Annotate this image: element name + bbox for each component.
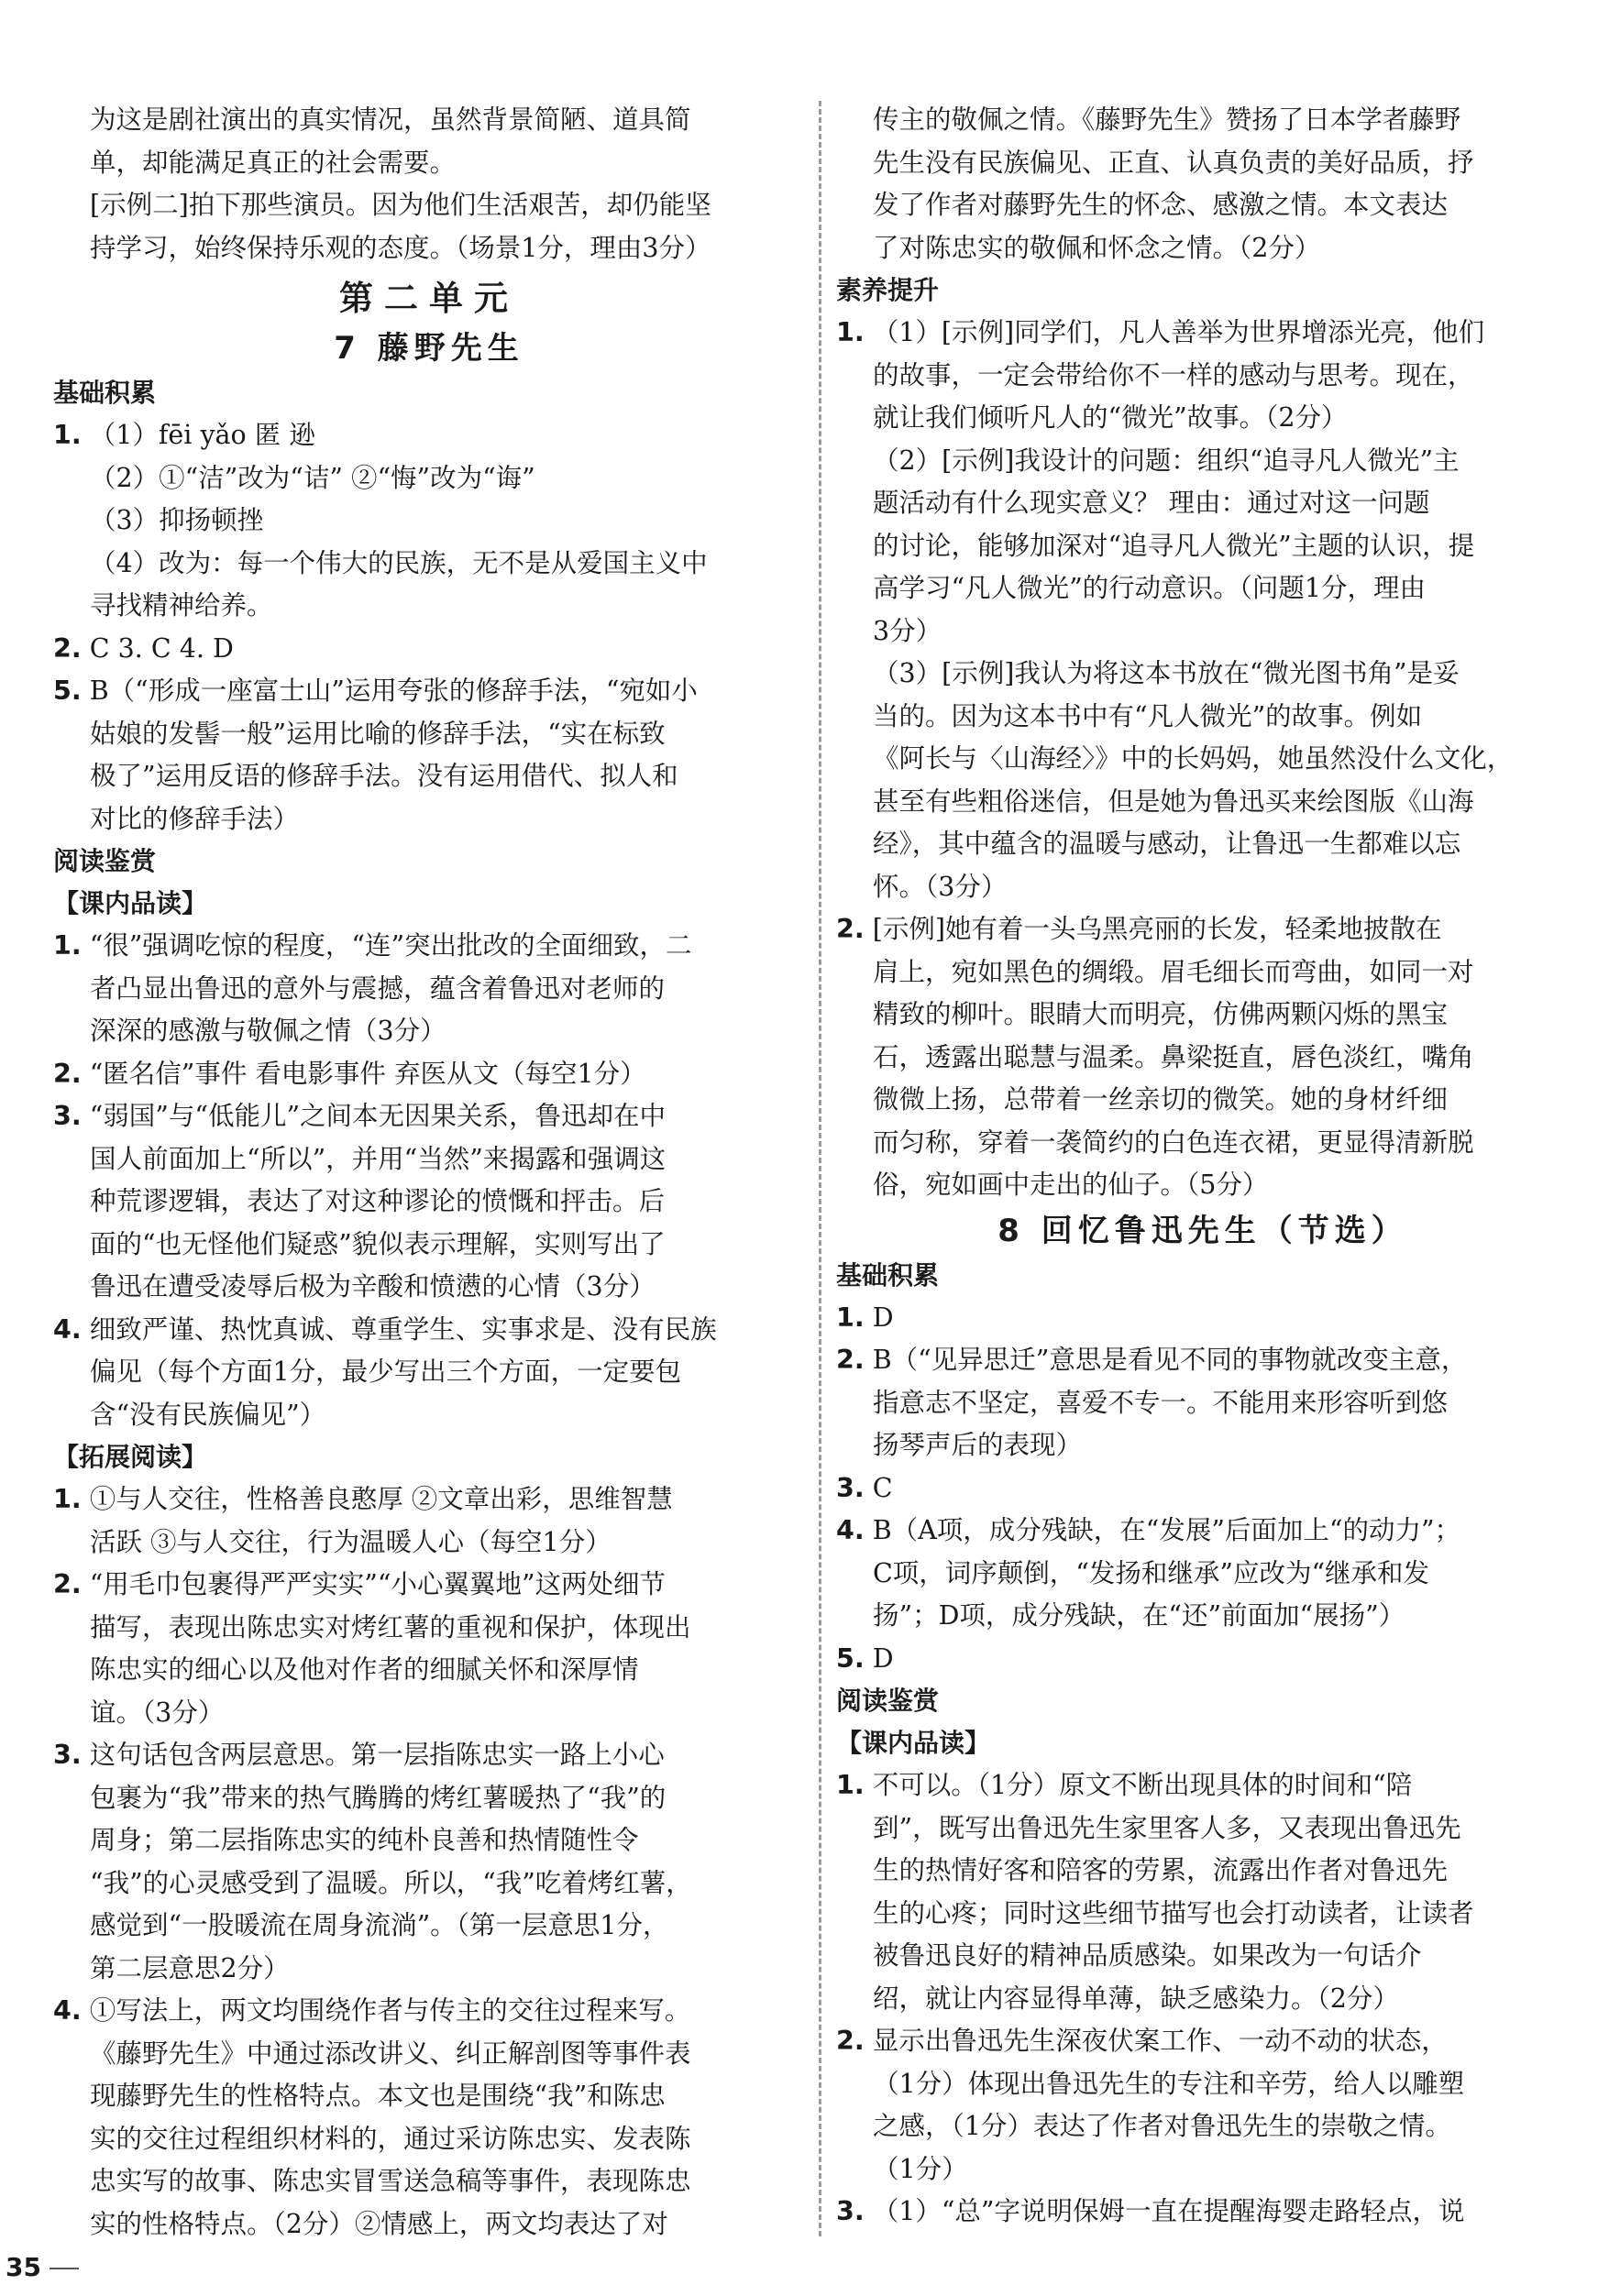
item-text: B（“见异思迁”意思是看见不同的事物就改变主意， [872,1345,1468,1375]
answer-continuation [53,1692,805,1735]
item-text: 含“没有民族偏见”） [90,1399,326,1430]
item-text: “弱国”与“低能儿”之间本无因果关系，鲁迅却在中 [89,1101,667,1131]
item-text: 现藤野先生的性格特点。本文也是围绕“我”和陈忠 [90,2081,666,2111]
item-number: 3. [53,1101,82,1131]
text-line: 持学习，始终保持乐观的态度。（场景1分，理由3分） [90,232,711,263]
answer-continuation [836,355,1570,398]
answer-item [836,312,1570,355]
unit-title: 第二单元 [339,279,519,318]
item-text: 3分） [873,615,942,646]
item-text: （4）改为：每一个伟大的民族，无不是从爱国主义中 [90,547,708,578]
subsection-heading: 【拓展阅读】 [53,1442,208,1472]
item-text: 显示出鲁迅先生深夜伏案工作、一动不动的状态， [872,2026,1448,2056]
answer-continuation [53,1351,805,1394]
answer-continuation [836,482,1570,525]
answer-continuation [53,1138,805,1181]
item-text: B（A项，成分残缺，在“发展”后面加上“的动力”； [872,1515,1461,1545]
item-text: （1）fēi yǎo 匿 逊 [89,420,315,450]
item-number: 1. [836,317,865,347]
item-text: 的故事，一定会带给你不一样的感动与思考。现在， [873,359,1474,390]
item-text: （3）抑扬顿挫 [90,505,264,535]
answer-continuation [836,696,1570,739]
item-number: 1. [836,1770,865,1800]
answer-continuation [836,1553,1570,1596]
item-text: 生的心疼；同时这些细节描写也会打动读者，让读者 [873,1897,1474,1928]
answer-item [836,1467,1570,1511]
answer-continuation [836,994,1570,1037]
answer-continuation [53,1266,805,1309]
answer-continuation [53,2118,805,2161]
text-line: 了对陈忠实的敬佩和怀念之情。（2分） [873,232,1321,263]
answer-continuation [836,1893,1570,1936]
item-text: 实的交往过程组织材料的，通过采访陈忠实、发表陈 [90,2123,691,2154]
item-text: 生的热情好客和陪客的劳累，流露出作者对鲁迅先 [873,1855,1449,1885]
item-number: 1. [53,1484,82,1514]
answer-continuation [53,2203,805,2247]
answer-list [836,1764,1570,2234]
item-number: 1. [53,930,82,961]
item-text: 周身；第二层指陈忠实的纯朴良善和热情随性令 [90,1825,639,1855]
item-text: 国人前面加上“所以”，并用“当然”来揭露和强调这 [90,1143,667,1174]
answer-continuation [53,1010,805,1053]
text-line: 先生没有民族偏见、正直、认真负责的美好品质，抒 [873,147,1474,178]
answer-continuation [53,2033,805,2076]
item-text: “我”的心灵感受到了温暖。所以，“我”吃着烤红薯， [90,1867,692,1898]
item-text: 的讨论，能够加深对“追寻凡人微光”主题的认识，提 [873,530,1475,561]
item-number: 2. [53,1058,82,1089]
text-line: [示例二]拍下那些演员。因为他们生活艰苦，却仍能坚 [90,190,711,220]
item-text: 实的性格特点。（2分）②情感上，两文均表达了对 [90,2208,668,2239]
section-heading: 阅读鉴赏 [836,1686,940,1716]
answer-item [53,670,805,713]
item-text: （1分） [873,2153,968,2184]
item-text: 极了”运用反语的修辞手法。没有运用借代、拟人和 [90,761,678,791]
item-number: 2. [836,1345,865,1375]
answer-continuation [53,585,805,628]
item-text: 者凸显出鲁迅的意外与震撼，蕴含着鲁迅对老师的 [90,972,666,1004]
item-text: 微微上扬，总带着一丝亲切的微笑。她的身材纤细 [873,1084,1449,1115]
item-text: （1）[示例]同学们，凡人善举为世界增添光亮，他们 [872,317,1485,347]
answer-continuation [836,1935,1570,1978]
item-number: 5. [53,676,82,706]
answer-continuation [836,525,1570,568]
item-text: B（“形成一座富士山”运用夸张的修辞手法，“宛如小 [89,676,698,706]
answer-continuation [836,2148,1570,2192]
item-text: 细致严谨、热忱真诚、尊重学生、实事求是、没有民族 [89,1313,717,1345]
answer-continuation [836,397,1570,440]
item-text: 甚至有些粗俗迷信，但是她为鲁迅买来绘图版《山海 [873,785,1474,817]
answer-continuation [836,2063,1570,2106]
item-text: 《藤野先生》中通过添改讲义、纠正解剖图等事件表 [90,2038,691,2069]
page-number: 35 [6,2252,41,2282]
item-text: （1）“总”字说明保姆一直在提醒海婴走路轻点，说 [872,2196,1465,2226]
item-text: 被鲁迅良好的精神品质感染。如果改为一句话介 [873,1940,1422,1971]
item-text: 题活动有什么现实意义？ 理由：通过对这一问题 [873,488,1430,518]
item-text: 之感，（1分）表达了作者对鲁迅先生的崇敬之情。 [873,2111,1451,2141]
item-number: 2. [836,914,865,944]
item-text: 姑娘的发髻一般”运用比喻的修辞手法，“实在标致 [90,718,666,749]
item-text: 不可以。（1分）原文不断出现具体的时间和“陪 [872,1770,1413,1800]
item-text: 肩上，宛如黑色的绸缎。眉毛细长而弯曲，如同一对 [873,956,1474,987]
answer-list [53,414,805,840]
item-text: 忠实写的故事、陈忠实冒雪送急稿等事件，表现陈忠 [90,2166,691,2196]
answer-list [53,1478,805,2246]
answer-continuation [836,1978,1570,2021]
text-line: 为这是剧社演出的真实情况，虽然背景简陋、道具简 [90,104,691,135]
text-line: 发了作者对藤野先生的怀念、感激之情。本文表达 [873,190,1449,220]
item-text: 俗，宛如画中走出的仙子。（5分） [873,1170,1269,1200]
answer-continuation [53,500,805,543]
item-text: [示例]她有着一头乌黑亮丽的长发，轻柔地披散在 [872,914,1442,944]
answer-continuation [53,968,805,1011]
section-heading: 基础积累 [53,378,157,408]
answer-continuation [53,1522,805,1565]
answer-continuation [53,798,805,841]
item-number: 1. [53,420,82,450]
answer-continuation [53,1224,805,1267]
answer-continuation [836,1382,1570,1425]
item-text: 绍，就让内容显得单薄，缺乏感染力。（2分） [873,1983,1399,2014]
answer-list [836,312,1570,1207]
item-text: ①写法上，两文均围绕作者与传主的交往过程来写。 [89,1995,691,2026]
item-text: C项，词序颠倒，“发扬和继承”应改为“继承和发 [873,1557,1430,1588]
answer-item [53,414,805,457]
item-number: 2. [836,2026,865,2056]
answer-continuation [53,543,805,586]
item-number: 3. [836,2196,865,2226]
item-text: 面的“也无怪他们疑惑”貌似表示理解，实则写出了 [90,1228,666,1259]
answer-continuation [53,1905,805,1948]
section-heading: 素养提升 [836,275,940,305]
subsection-heading: 【课内品读】 [53,888,208,918]
answer-continuation [836,1164,1570,1207]
answer-continuation [53,755,805,798]
answer-continuation [836,1595,1570,1638]
answer-continuation [836,1424,1570,1467]
answer-continuation [53,1777,805,1820]
answer-continuation [836,866,1570,909]
item-text: 《阿长与〈山海经〉》中的长妈妈，她虽然没什么文化， [873,743,1514,774]
item-text: （3）[示例]我认为将这本书放在“微光图书角”是妥 [873,658,1460,688]
item-number: 2. [53,632,82,664]
answer-continuation [53,1948,805,1991]
item-text: （1分）体现出鲁迅先生的专注和辛劳，给人以雕塑 [873,2068,1465,2099]
answer-continuation [53,2160,805,2203]
item-text: “用毛巾包裹得严严实实”“小心翼翼地”这两处细节 [89,1569,667,1599]
answer-continuation [53,1649,805,1692]
answer-continuation [53,2075,805,2118]
answer-list [53,925,805,1436]
answer-item [836,1638,1570,1681]
item-text: 扬琴声后的表现） [873,1430,1083,1460]
item-text: 精致的柳叶。眼睛大而明亮，仿佛两颗闪烁的黑宝 [873,999,1449,1029]
answer-continuation [836,738,1570,781]
item-text: 偏见（每个方面1分，最少写出三个方面，一定要包 [90,1357,682,1387]
answer-item [53,628,805,671]
answer-continuation [836,610,1570,654]
answer-item [53,1095,805,1138]
answer-item [836,2191,1570,2234]
item-number: 1. [836,1302,865,1333]
answer-continuation [836,951,1570,994]
answer-item [836,1297,1570,1340]
item-text: 描写，表现出陈忠实对烤红薯的重视和保护，体现出 [90,1611,691,1642]
right-column [836,99,1570,2234]
item-text: （2）①“洁”改为“诘” ②“悔”改为“诲” [90,462,535,493]
answer-item [836,1510,1570,1553]
left-column [53,99,805,2246]
answer-continuation [53,1181,805,1224]
subsection-heading: 【课内品读】 [836,1728,991,1758]
answer-continuation [836,823,1570,866]
item-text: 感觉到“一股暖流在周身流淌”。（第一层意思1分， [90,1910,669,1940]
text-line: 传主的敬佩之情。《藤野先生》赞扬了日本学者藤野 [873,104,1461,135]
item-number: 3. [836,1472,865,1503]
item-text: 就让我们倾听凡人的“微光”故事。（2分） [873,402,1348,433]
answer-item [53,1734,805,1777]
answer-continuation [836,1850,1570,1893]
item-text: 对比的修辞手法） [90,803,300,834]
item-text: “很”强调吃惊的程度，“连”突出批改的全面细致，二 [89,930,692,961]
item-text: 寻找精神给养。 [90,590,273,621]
item-text: ①与人交往，性格善良憨厚 ②文章出彩，思维智慧 [89,1484,673,1514]
answer-continuation [836,1122,1570,1165]
item-text: 包裹为“我”带来的热气腾腾的烤红薯暖热了“我”的 [90,1782,667,1813]
lesson-title: 8 回忆鲁迅先生（节选） [997,1212,1408,1249]
left-carry-over [53,99,805,269]
answer-item [53,925,805,968]
answer-list [836,1297,1570,1681]
answer-continuation [836,2105,1570,2148]
item-text: 种荒谬逻辑，表达了对这种谬论的愤慨和抨击。后 [90,1186,666,1216]
answer-item [836,1764,1570,1807]
item-text: 高学习“凡人微光”的行动意识。（问题1分，理由 [873,573,1427,603]
text-line: 单，却能满足真正的社会需要。 [90,147,457,178]
answer-item [836,1339,1570,1382]
section-heading: 阅读鉴赏 [53,846,157,876]
item-text: 石，透露出聪慧与温柔。鼻梁挺直，唇色淡红，嘴角 [873,1041,1474,1072]
answer-continuation [836,567,1570,610]
item-text: 第二层意思2分） [90,1952,290,1983]
answer-item [836,2020,1570,2063]
item-text: 谊。（3分） [90,1697,225,1728]
item-text: 深深的感激与敬佩之情（3分） [90,1016,446,1046]
answer-continuation [836,1807,1570,1851]
item-number: 4. [836,1515,865,1545]
answer-continuation [53,457,805,500]
item-text: 到”，既写出鲁迅先生家里客人多，又表现出鲁迅先 [873,1812,1461,1843]
item-text: 扬”；D项，成分残缺，在“还”前面加“展扬”） [873,1600,1405,1631]
item-text: C [872,1472,893,1503]
item-text: 经》，其中蕴含的温暖与感动，让鲁迅一生都难以忘 [873,829,1461,859]
item-number: 4. [53,1313,82,1345]
item-text: D [872,1302,894,1333]
item-text: “匿名信”事件 看电影事件 弃医从文（每空1分） [89,1058,646,1089]
answer-item [53,1478,805,1522]
section-heading: 基础积累 [836,1259,940,1291]
answer-continuation [53,1607,805,1650]
item-number: 5. [836,1642,865,1674]
answer-continuation [836,653,1570,696]
answer-continuation [53,1394,805,1437]
item-text: C 3. C 4. D [89,632,234,664]
item-text: 活跃 ③与人交往，行为温暖人心（每空1分） [90,1526,612,1557]
answer-item [53,1053,805,1096]
answer-item [53,1990,805,2033]
page-number-rule [50,2268,79,2269]
item-text: 当的。因为这本书中有“凡人微光”的故事。例如 [873,700,1423,731]
item-text: 陈忠实的细心以及他对作者的细腻关怀和深厚情 [90,1654,639,1685]
answer-continuation [836,1079,1570,1122]
item-text: 指意志不坚定，喜爱不专一。不能用来形容听到悠 [873,1387,1449,1418]
item-text: 这句话包含两层意思。第一层指陈忠实一路上小心 [89,1740,665,1770]
item-text: D [872,1642,894,1674]
answer-item [53,1564,805,1607]
answer-continuation [836,1037,1570,1080]
item-text: 而匀称，穿着一袭简约的白色连衣裙，更显得清新脱 [873,1126,1474,1158]
answer-continuation [836,440,1570,483]
lesson-title: 7 藤野先生 [334,330,524,367]
right-carry-over [836,99,1570,269]
answer-continuation [53,713,805,756]
answer-continuation [53,1819,805,1862]
item-number: 2. [53,1569,82,1599]
item-number: 4. [53,1995,82,2026]
item-text: 鲁迅在遭受凌辱后极为辛酸和愤懑的心情（3分） [90,1271,656,1302]
answer-continuation [53,1862,805,1906]
answer-item [836,908,1570,951]
item-text: （2）[示例]我设计的问题：组织“追寻凡人微光”主 [873,445,1460,476]
answer-continuation [836,781,1570,824]
column-divider [819,101,821,2236]
item-number: 3. [53,1740,82,1770]
item-text: 怀。（3分） [873,871,1008,902]
answer-item [53,1309,805,1352]
